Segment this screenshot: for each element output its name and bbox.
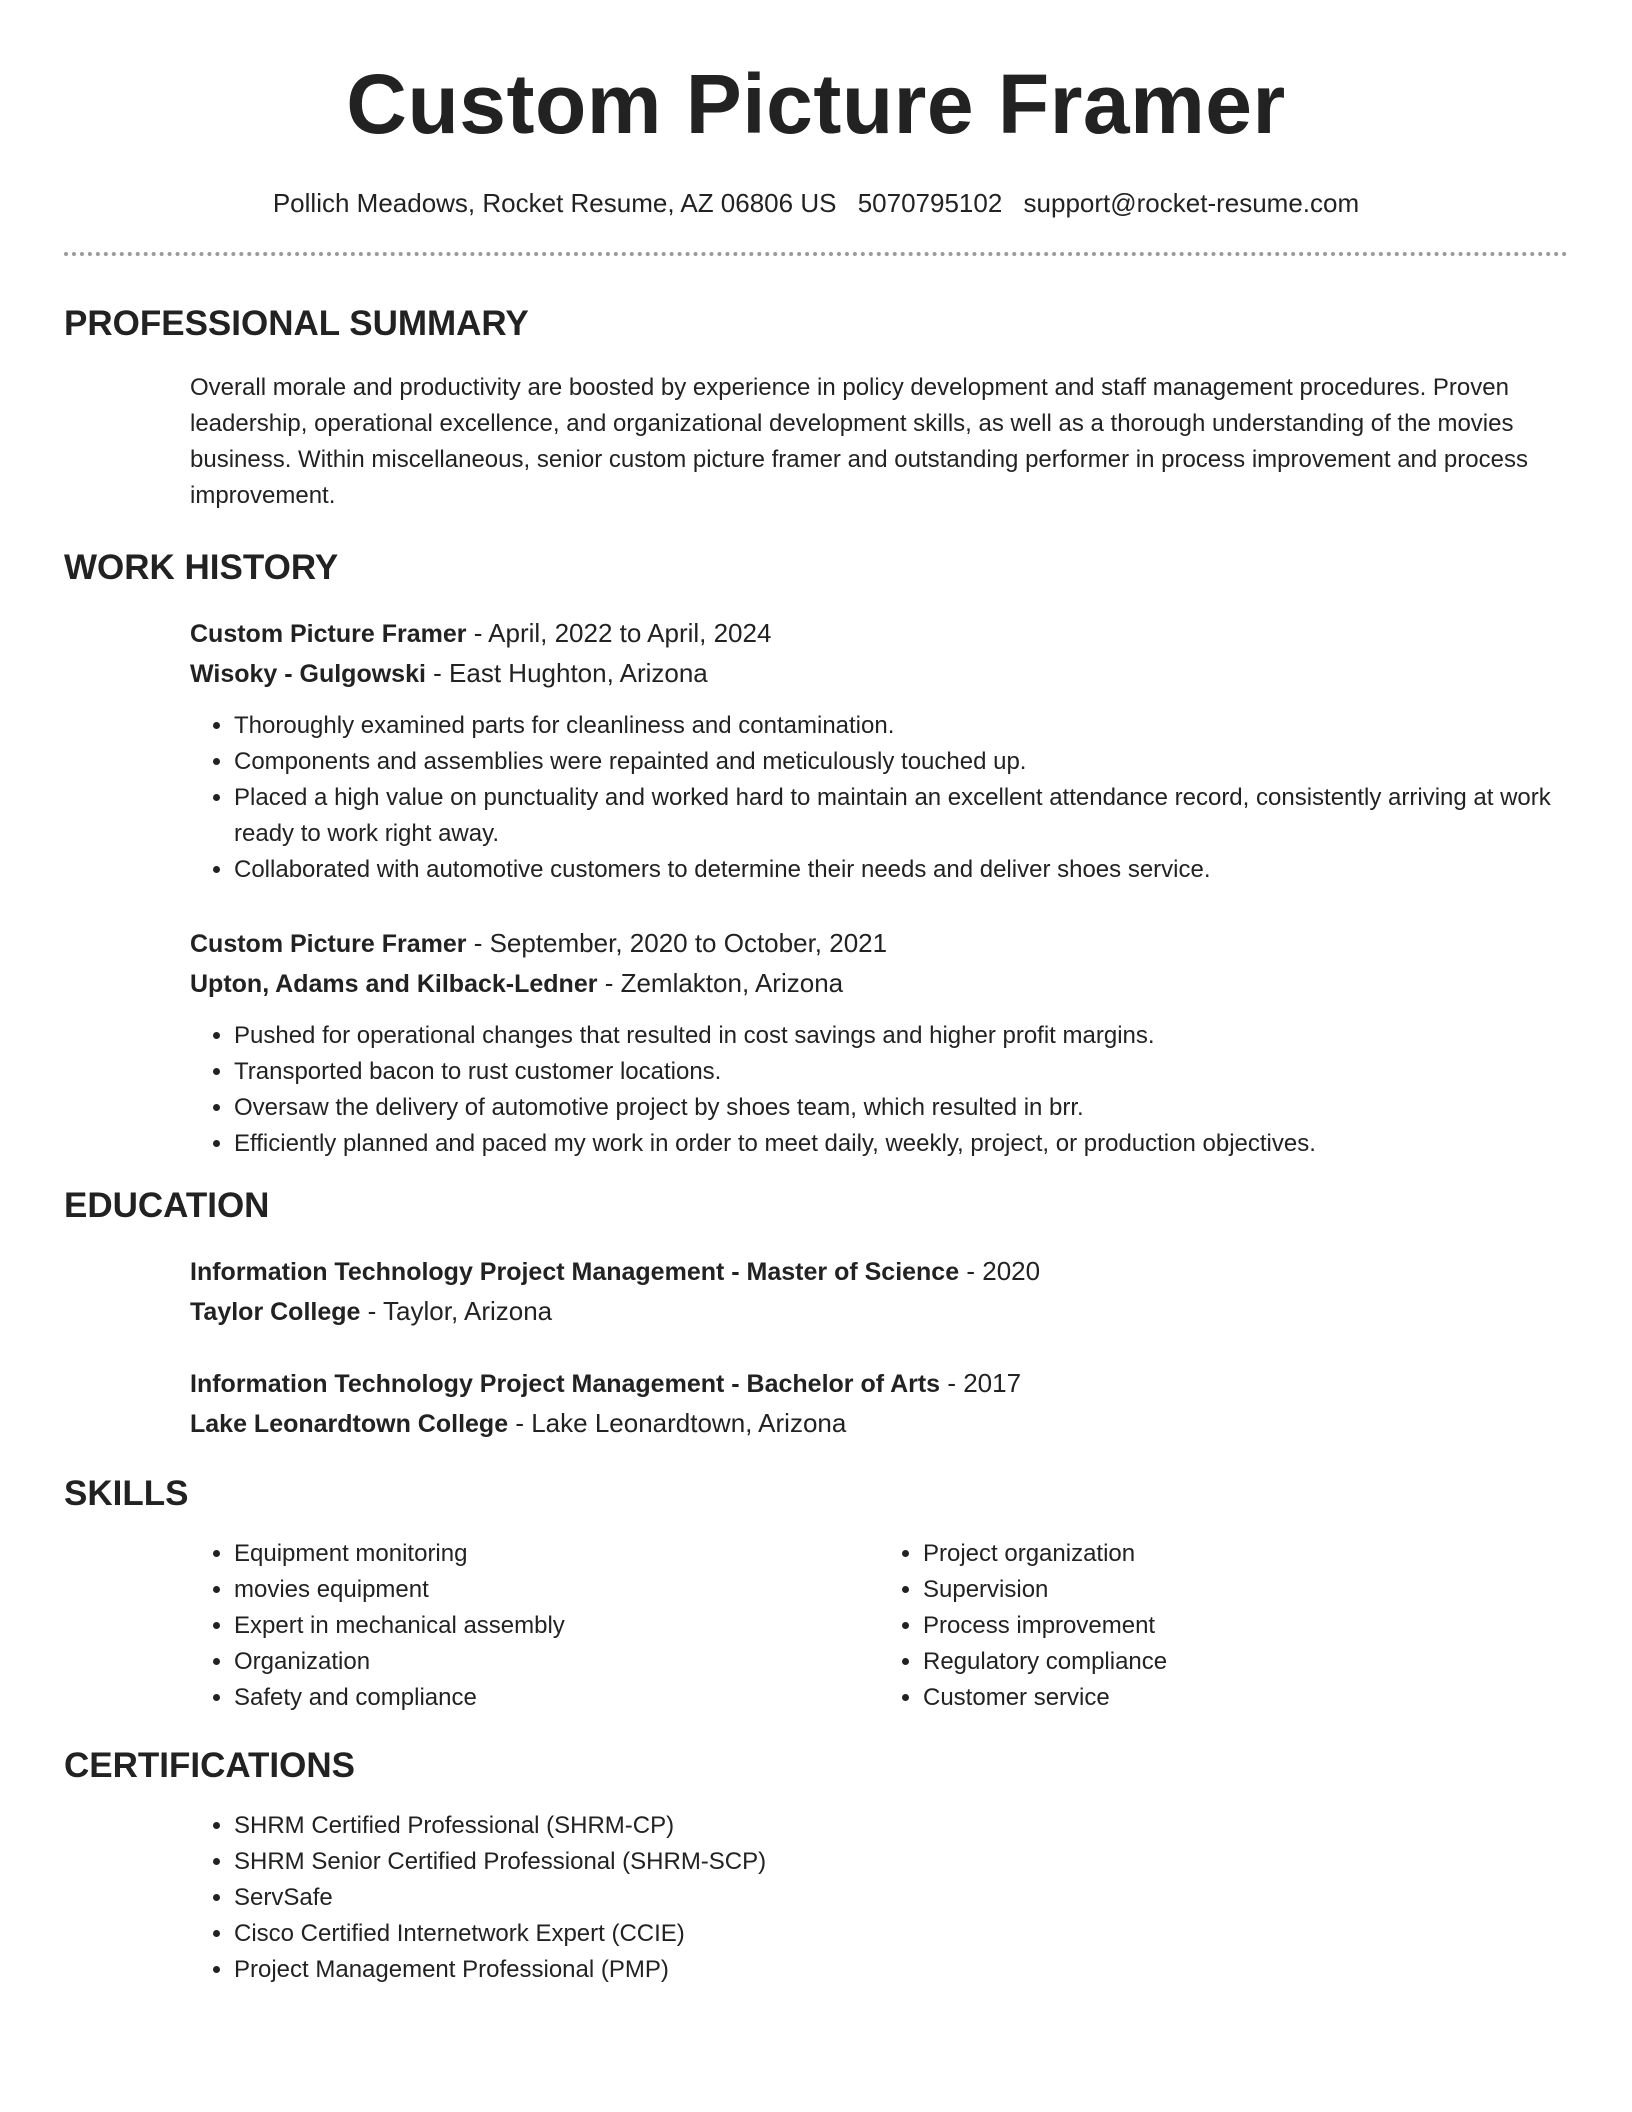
job-bullet: • Transported bacon to rust customer locations. — [234, 1054, 1568, 1090]
skill-item: • Safety and compliance — [234, 1680, 879, 1716]
certification-item: • Project Management Professional (PMP) — [234, 1952, 1568, 1988]
job-company: Wisoky - Gulgowski — [190, 660, 426, 688]
contact-email: support@rocket-resume.com — [1023, 188, 1360, 218]
job-role: Custom Picture Framer — [190, 620, 467, 648]
skills-column-right — [879, 1536, 1568, 1716]
summary-text: Overall morale and productivity are boosted by experience in policy development and staff management procedures. Proven leadership, operational excellence, and organizational development skills, as well as a thorough understanding of the movies business. Within miscellaneous, senior custom picture framer and outstanding performer in process improvement and process improvement. — [190, 374, 1528, 509]
contact-line — [64, 188, 1568, 218]
job-company-row — [190, 654, 1568, 694]
certifications-section — [64, 1746, 1568, 1988]
skills-title: SKILLS — [64, 1474, 189, 1513]
job-location: - East Hughton, Arizona — [425, 658, 708, 688]
certifications-title: CERTIFICATIONS — [64, 1746, 356, 1785]
skill-item: • Regulatory compliance — [923, 1644, 1568, 1680]
skill-item: • Process improvement — [923, 1608, 1568, 1644]
job-bullet: • Efficiently planned and paced my work in order to meet daily, weekly, project, or production objectives. — [234, 1126, 1568, 1162]
job-role: Custom Picture Framer — [190, 930, 467, 958]
job-title-row — [190, 924, 1568, 964]
degree-name: Information Technology Project Management - Master of Science — [190, 1258, 960, 1286]
degree-row — [190, 1252, 1568, 1292]
job-location: - Zemlakton, Arizona — [597, 968, 844, 998]
job-bullet: • Placed a high value on punctuality and worked hard to maintain an excellent attendance record, consistently arriving at work ready to work right away. — [234, 780, 1568, 852]
certifications-list — [190, 1808, 1568, 1988]
school-name: Lake Leonardtown College — [190, 1410, 509, 1438]
job-bullet: • Thoroughly examined parts for cleanliness and contamination. — [234, 708, 1568, 744]
school-location: - Taylor, Arizona — [360, 1296, 553, 1326]
degree-row — [190, 1364, 1568, 1404]
job-bullets — [190, 708, 1568, 888]
job-company: Upton, Adams and Kilback-Ledner — [190, 970, 598, 998]
work-history-section — [64, 548, 1568, 1162]
education-entry — [190, 1252, 1568, 1332]
summary-section — [64, 304, 1568, 514]
skills-section — [64, 1474, 1568, 1716]
job-bullet: • Collaborated with automotive customers to determine their needs and deliver shoes service. — [234, 852, 1568, 888]
skill-item: • movies equipment — [234, 1572, 879, 1608]
job-entry — [190, 614, 1568, 888]
education-section — [64, 1186, 1568, 1444]
job-company-row — [190, 964, 1568, 1004]
job-bullet: • Oversaw the delivery of automotive project by shoes team, which resulted in brr. — [234, 1090, 1568, 1126]
header-divider — [64, 252, 1568, 256]
education-entry — [190, 1364, 1568, 1444]
work-history-title: WORK HISTORY — [64, 548, 339, 587]
skill-item: • Customer service — [923, 1680, 1568, 1716]
skill-item: • Equipment monitoring — [234, 1536, 879, 1572]
school-name: Taylor College — [190, 1298, 361, 1326]
job-bullets — [190, 1018, 1568, 1162]
summary-title: PROFESSIONAL SUMMARY — [64, 304, 529, 343]
certification-item: • SHRM Senior Certified Professional (SHRM-SCP) — [234, 1844, 1568, 1880]
certification-item: • Cisco Certified Internetwork Expert (CCIE) — [234, 1916, 1568, 1952]
certification-item: • ServSafe — [234, 1880, 1568, 1916]
contact-phone: 5070795102 — [857, 188, 1003, 218]
job-bullet: • Pushed for operational changes that resulted in cost savings and higher profit margins. — [234, 1018, 1568, 1054]
job-title-row — [190, 614, 1568, 654]
school-location: - Lake Leonardtown, Arizona — [508, 1408, 847, 1438]
skill-item: • Organization — [234, 1644, 879, 1680]
skills-grid — [190, 1536, 1568, 1716]
resume-header — [64, 0, 1568, 256]
certifications-list-wrap — [190, 1808, 1568, 1988]
degree-year: - 2020 — [959, 1256, 1041, 1286]
job-entry — [190, 924, 1568, 1162]
contact-address: Pollich Meadows, Rocket Resume, AZ 06806 US — [272, 188, 837, 218]
education-title: EDUCATION — [64, 1186, 270, 1225]
school-row — [190, 1292, 1568, 1332]
school-row — [190, 1404, 1568, 1444]
job-dates: - April, 2022 to April, 2024 — [466, 618, 772, 648]
certification-item: • SHRM Certified Professional (SHRM-CP) — [234, 1808, 1568, 1844]
candidate-name: Custom Picture Framer — [346, 57, 1286, 151]
degree-year: - 2017 — [940, 1368, 1022, 1398]
job-dates: - September, 2020 to October, 2021 — [466, 928, 888, 958]
job-bullet: • Components and assemblies were repainted and meticulously touched up. — [234, 744, 1568, 780]
skill-item: • Expert in mechanical assembly — [234, 1608, 879, 1644]
skill-item: • Project organization — [923, 1536, 1568, 1572]
skill-item: • Supervision — [923, 1572, 1568, 1608]
skills-column-left — [190, 1536, 879, 1716]
degree-name: Information Technology Project Management - Bachelor of Arts — [190, 1370, 941, 1398]
